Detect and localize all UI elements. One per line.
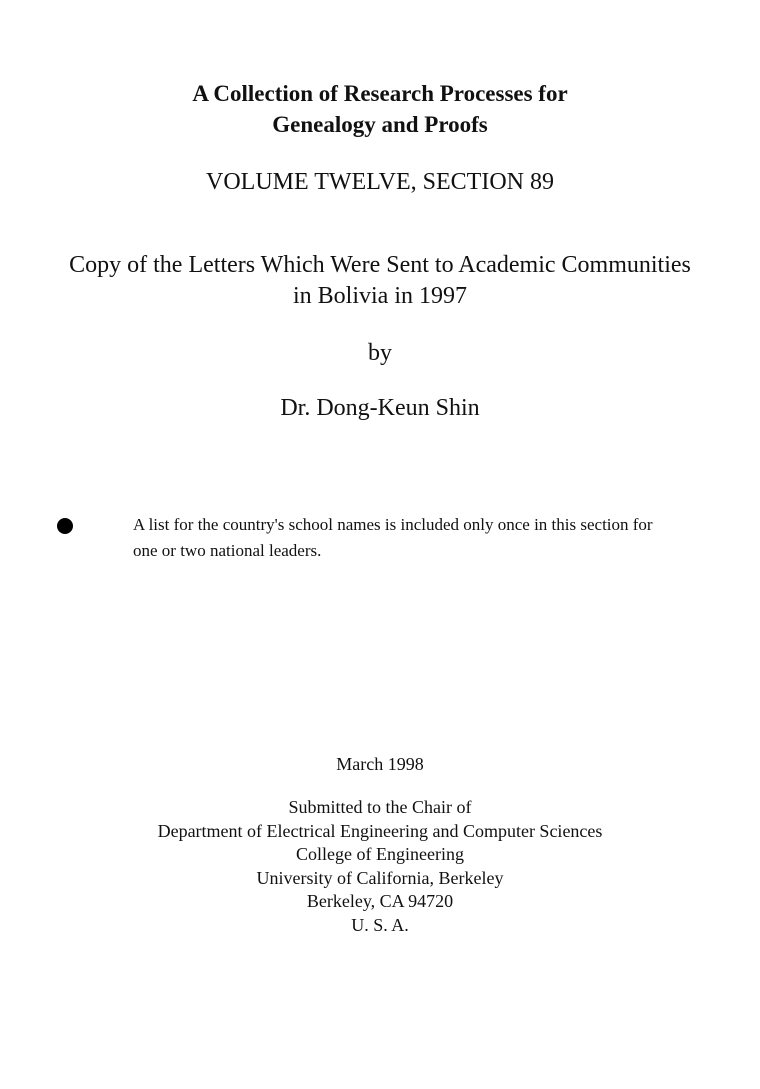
by-label: by — [368, 340, 392, 366]
volume-heading: VOLUME TWELVE, SECTION 89 — [206, 169, 554, 195]
note-list-item — [55, 512, 715, 572]
note-text — [133, 512, 723, 564]
subtitle-line-1: Copy of the Letters Which Were Sent to Academic Communities — [69, 252, 691, 278]
author-name: Dr. Dong-Keun Shin — [280, 395, 480, 421]
submission-line: College of Engineering — [296, 844, 464, 864]
document-date: March 1998 — [336, 754, 424, 774]
submission-line: U. S. A. — [351, 914, 409, 935]
document-subtitle — [0, 250, 760, 312]
bullet-icon — [57, 518, 73, 534]
submission-line: Berkeley, CA 94720 — [306, 891, 454, 911]
document-title — [0, 78, 760, 140]
note-line-1: A list for the country's school names is included only once in this section for — [133, 515, 653, 534]
note-line-2: one or two national leaders. — [133, 541, 322, 560]
submission-block — [0, 796, 760, 937]
submission-line: Department of Electrical Engineering and Computer Sciences — [157, 820, 603, 841]
submission-line: Submitted to the Chair of — [288, 797, 472, 817]
submission-line: University of California, Berkeley — [256, 867, 504, 888]
title-line-2: Genealogy and Proofs — [272, 112, 488, 137]
subtitle-line-2: in Bolivia in 1997 — [293, 283, 467, 309]
title-line-1: A Collection of Research Processes for — [192, 81, 568, 106]
